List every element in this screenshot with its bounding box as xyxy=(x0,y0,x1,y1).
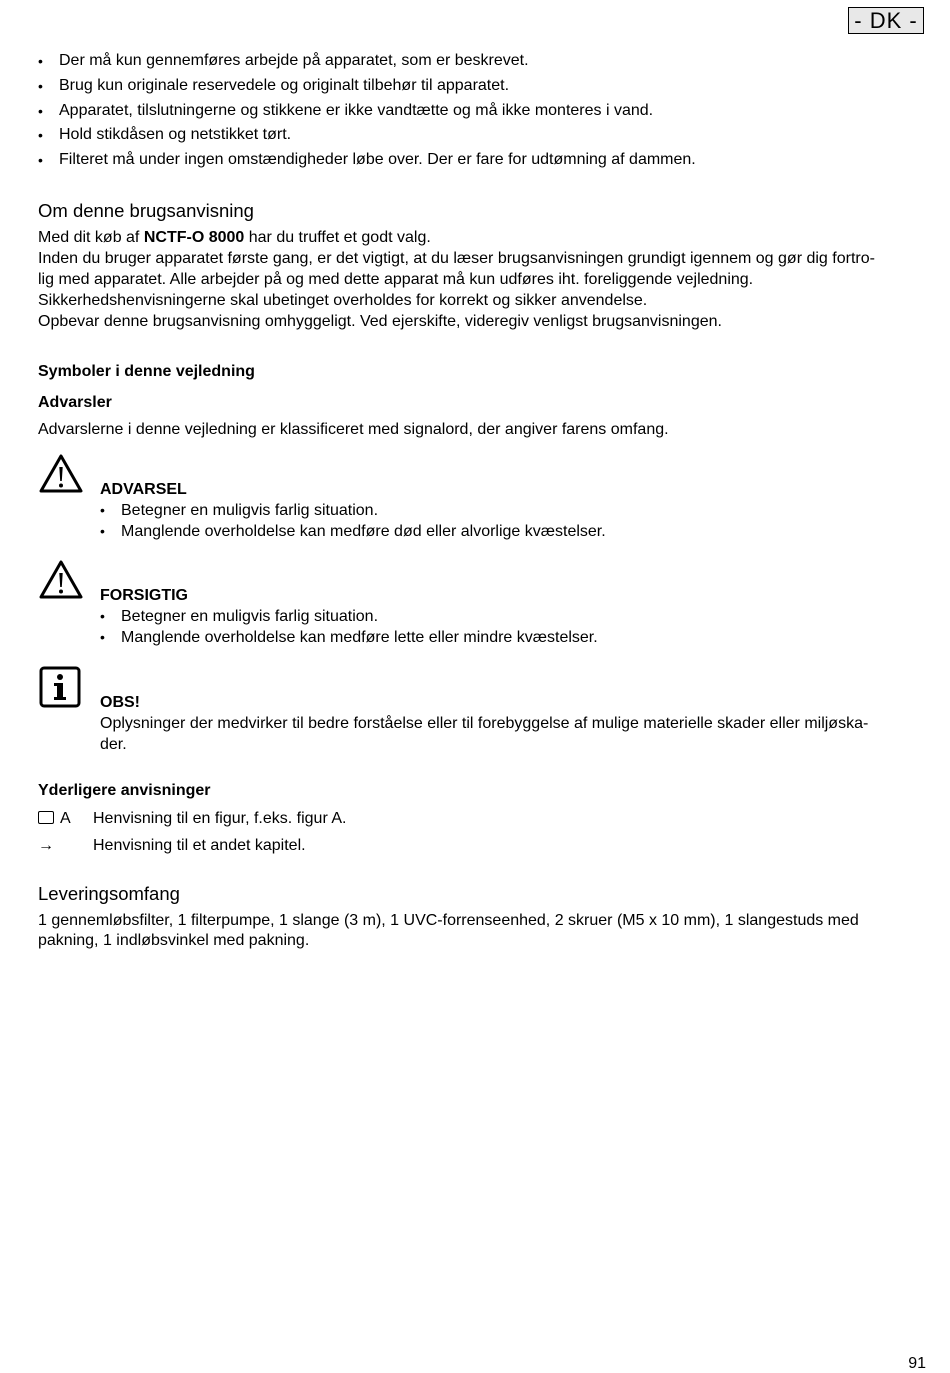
intro-bullet-list xyxy=(38,51,696,175)
manual-line: Med dit køb af NCTF-O 8000 har du truffet et godt valg. xyxy=(38,229,431,246)
product-name: NCTF-O 8000 xyxy=(143,229,245,246)
page-number: 91 xyxy=(908,1355,926,1372)
manual-line: Inden du bruger apparatet første gang, er det vigtigt, at du læser brugsanvisningen grundigt igennem og gør dig fortro- xyxy=(38,250,875,267)
list-item: • Apparatet, tilslutningerne og stikkene er ikke vandtætte og må ikke monteres i vand. xyxy=(38,101,696,126)
list-item: • Brug kun originale reservedele og originalt tilbehør til apparatet. xyxy=(38,76,696,101)
section-title-further: Yderligere anvisninger xyxy=(38,782,211,799)
section-title-symbols: Symboler i denne vejledning xyxy=(38,363,255,380)
advarsel-block xyxy=(100,479,920,542)
subsection-title-warnings: Advarsler xyxy=(38,394,112,411)
list-item: • Betegner en muligvis farlig situation. xyxy=(100,500,920,521)
section-title-manual: Om denne brugsanvisning xyxy=(38,200,254,221)
manual-line: lig med apparatet. Alle arbejder på og med dette apparat må kun udføres iht. foreliggende vejledning. xyxy=(38,271,754,288)
language-tag: - DK - xyxy=(848,7,924,34)
manual-line: Sikkerhedshenvisningerne skal ubetinget overholdes for korrekt og sikker anvendelse. xyxy=(38,292,648,309)
list-item: • Manglende overholdelse kan medføre død eller alvorlige kvæstelser. xyxy=(100,521,920,542)
manual-paragraph xyxy=(38,227,922,332)
list-item: • Hold stikdåsen og netstikket tørt. xyxy=(38,125,696,150)
list-item: • Filteret må under ingen omstændigheder løbe over. Der er fare for udtømning af dammen. xyxy=(38,150,696,175)
section-title-delivery: Leveringsomfang xyxy=(38,883,180,904)
forsigtig-title: FORSIGTIG xyxy=(100,587,188,604)
forsigtig-block xyxy=(100,585,920,648)
obs-block xyxy=(100,692,920,755)
warning-triangle-icon xyxy=(39,559,83,601)
chapter-reference-text: Henvisning til et andet kapitel. xyxy=(93,837,306,854)
figure-reference-text: Henvisning til en figur, f.eks. figur A. xyxy=(93,810,347,827)
warning-triangle-icon xyxy=(39,453,83,495)
manual-line: Opbevar denne brugsanvisning omhyggeligt. Ved ejerskifte, videregiv venligst brugsanvisningen. xyxy=(38,313,722,330)
figure-reference-symbol: A xyxy=(38,809,88,829)
figure-box-icon xyxy=(38,811,54,824)
obs-line: der. xyxy=(100,736,127,753)
obs-title: OBS! xyxy=(100,694,140,711)
info-icon xyxy=(39,666,81,708)
obs-line: Oplysninger der medvirker til bedre forståelse eller til forebyggelse af mulige materielle skader eller miljøska- xyxy=(100,715,869,732)
advarsel-title: ADVARSEL xyxy=(100,481,187,498)
delivery-line: pakning, 1 indløbsvinkel med pakning. xyxy=(38,932,310,949)
delivery-line: 1 gennemløbsfilter, 1 filterpumpe, 1 slange (3 m), 1 UVC-forrenseenhed, 2 skruer (M5 x 10 mm), 1 slangestuds med xyxy=(38,912,859,929)
warnings-intro: Advarslerne i denne vejledning er klassificeret med signalord, der angiver farens omfang. xyxy=(38,421,669,438)
list-item: • Betegner en muligvis farlig situation. xyxy=(100,606,920,627)
list-item: • Manglende overholdelse kan medføre lette eller mindre kvæstelser. xyxy=(100,627,920,648)
arrow-right-icon: → xyxy=(38,837,54,854)
list-item: • Der må kun gennemføres arbejde på apparatet, som er beskrevet. xyxy=(38,51,696,76)
delivery-paragraph xyxy=(38,911,922,951)
